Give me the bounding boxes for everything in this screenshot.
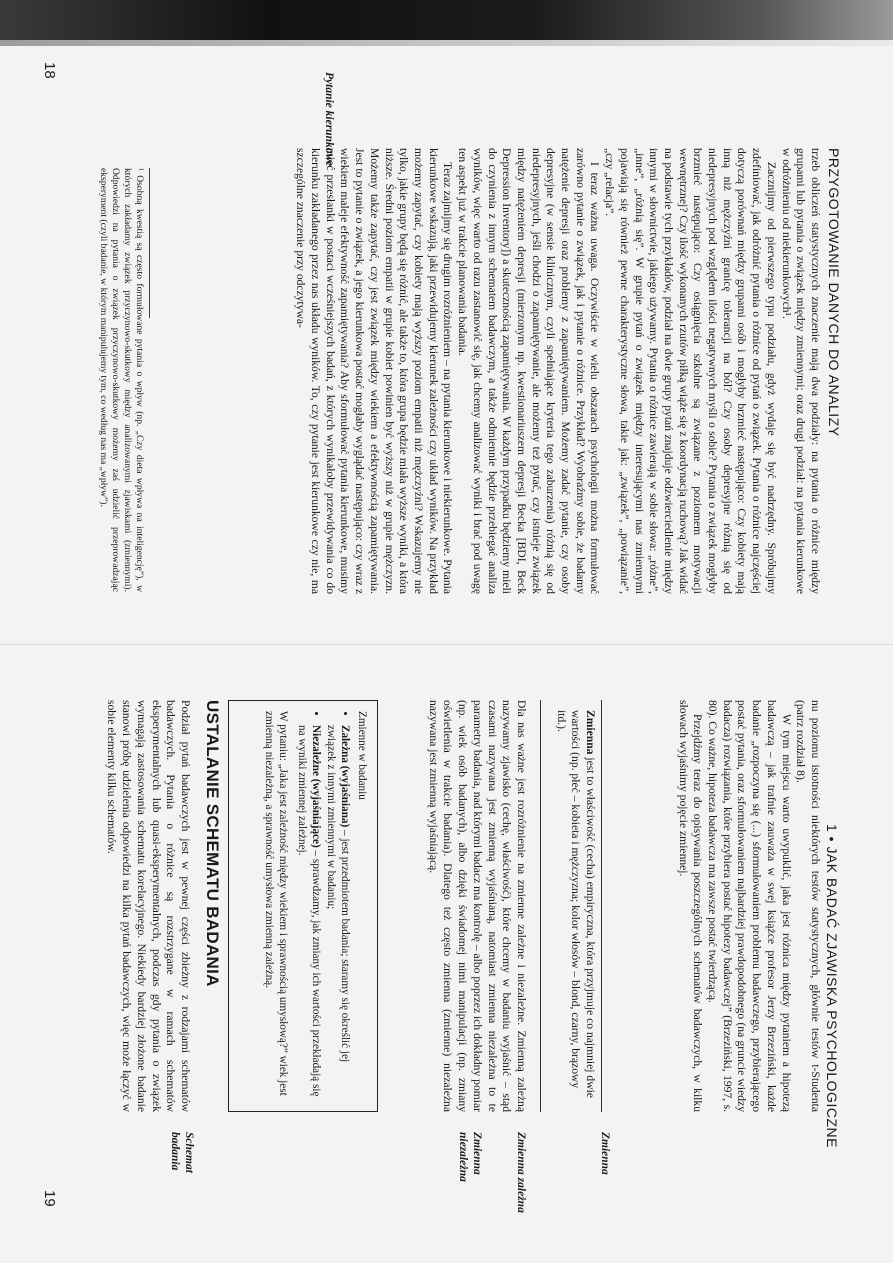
list-item	[324, 725, 353, 1101]
definition-box-zmienna	[540, 700, 602, 1112]
running-header-right: 1 • JAK BADAĆ ZJAWISKA PSYCHOLOGICZNE	[824, 824, 840, 1148]
info-box-title: Zmienne w badaniu	[356, 711, 368, 800]
margin-note-pytanie-kierunkowe: Pytanie kierunkowe	[323, 72, 335, 167]
list-item-term: Niezależne (wyjaśniające)	[310, 725, 323, 848]
scan-edge-shadow	[0, 0, 893, 40]
list-item-term: Zależna (wyjaśniana)	[339, 725, 352, 828]
definition-text: jest to właściwość (cecha) empiryczna, która przyjmuje co najmniej dwie wartości (np. płeć – kobieta i mężczyzna; kolor włosów – blond, czarny, brązowy itd.).	[554, 710, 597, 1098]
margin-note-zmienna: Zmienna	[599, 1132, 611, 1175]
info-box-list	[295, 711, 353, 1101]
paragraph: W tym miejscu warto uwypuklić, jaka jest różnica między pytaniem a hipotezą badawczą – jak trafnie zauważa w swej książce profesor Jerzy Brzeziński, każde badanie „rozpoczyna się (...) sformułowaniem problemu badawczego, przybierającego postać pytania, oraz sformułowaniem najbardziej prawdopodobnego (na gruncie wiedzy badacza) rozwiązania, które przybiera postać hipotezy badawczej” (Brzeziński, 1997, s. 80). Co ważne, hipoteza badawcza ma zawsze postać twierdzącą.	[706, 700, 793, 1112]
paragraph: Przejdźmy teraz do opisywania poszczególnych schematów badawczych, w kilku słowach wyjaśnimy pojęcie zmiennej.	[676, 700, 705, 1112]
body-text-right-bottom	[72, 700, 192, 1112]
body-text-right-top	[622, 700, 822, 1112]
footnote: ¹ Osobną kwestią są często formułowane pytania o wpływ (np. „Czy dieta wpływa na inteligencję”), w których zakładamy związek przyczynowo-skutkowy między analizowanymi zjawiskami (zmiennymi). Odpowiedzi na pytania o związek przyczynowo-skutkowy możemy zaś udzielić przeprowadzając eksperyment (czyli badanie, w którym manipulujemy tym, co według nas ma „wpływ”).	[98, 168, 145, 592]
body-text-left	[154, 148, 822, 594]
running-header-left: PRZYGOTOWANIE DANYCH DO ANALIZY	[826, 148, 842, 437]
margin-note-schemat-badania: Schemat badania	[169, 1132, 195, 1173]
paragraph: trzeb obliczeń statystycznych znaczenie mają dwa podziały: na pytania o różnice między grupami lub pytania o związek między zmiennymi; oraz drugi podział: na pytania kierunkowe w odróżnieniu od niekierunkowych¹.	[779, 148, 822, 594]
list-item-text: – sprawdzamy, jak zmiany ich wartości przekładają się na wyniki zmiennej zależnej.	[296, 725, 323, 1097]
body-text-right-middle	[398, 700, 528, 1112]
page-number-right: 19	[41, 1190, 58, 1207]
info-box-zmienne	[228, 700, 378, 1112]
definition-term: Zmienna	[584, 710, 597, 755]
footnote-rule	[149, 168, 150, 318]
paragraph: Zacznijmy od pierwszego typu podziału, gdyż wydaje się być nadrzędny. Spróbujmy zdefiniować, jak odróżnić pytania o różnice od pytań o związek. Pytania o różnice najczęściej dotyczą porównań między grupami osób i mogłyby brzmieć następująco: Czy kobiety mają inną niż mężczyźni granicę tolerancji na ból? Czy osoby depresyjne różnią się od niedepresyjnych pod względem ilości negatywnych myśli o sobie? Pytania o związek mogłyby brzmieć następująco: Czy osiągnięcia szkolne są związane z poziomem motywacji wewnętrznej? Czy ilość wykonanych rzutów piłką wiąże się z koordynacją ruchową? Jak widać na podstawie tych przykładów, podział na dwie grupy pytań znajduje odzwierciedlenie między innymi w słownictwie, jakiego używamy. Pytania o różnice zawierają w sobie słowa: „różne”, „inne”, „różnią się”. W grupie pytań o związek między interesującymi nas zmiennymi pojawiają się również pewne charakterystyczne słowa, takie jak: „związek”, „powiązanie”, „czy „relacja”.	[603, 148, 778, 594]
list-item-text: – jest przedmiotem badania; staramy się określić jej związek z innymi zmiennymi w badaniu;	[325, 725, 352, 1063]
margin-note-zmienna-zalezna: Zmienna zależna	[515, 1132, 527, 1213]
paragraph: Teraz zajmijmy się drugim rozróżnieniem – na pytania kierunkowe i niekierunkowe. Pytania kierunkowe wskazują, jaki przewidujemy kierunek zależności czy układ wyników. Na przykład możemy zapytać, czy kobiety mają wyższy poziom empatii niż mężczyźni? Wskazujemy nie tylko, jakie grupy będą się różnić, ale także to, która grupa będzie miała wyższe wyniki, a która niższe. Średni poziom empatii w grupie kobiet powinien być wyższy niż w grupie mężczyzn. Możemy także zapytać, czy jest związek między wiekiem a efektywnością zapamiętywania. Jest to pytanie o związek, a jego kierunkowa postać mogłaby wyglądać następująco: czy wraz z wiekiem maleje efektywność zapamiętywania? Aby sformułować pytania kierunkowe, musimy mieć przesłanki w postaci wcześniejszych badań, z których wynikałoby przewidywania co do kierunku zakładanego przez nas układu wyników. To, czy pytanie jest kierunkowe czy nie, ma szczególne znaczenie przy odczytywa-	[294, 148, 455, 594]
scan-edge-shadow-light	[0, 40, 893, 46]
margin-note-zmienna-niezalezna: Zmienna niezależna	[457, 1132, 483, 1182]
paragraph: Podział pytań badawczych jest w pewnej części zbieżny z rodzajami schematów badawczych. Pytania o różnice są rozstrzygane w ramach schematów eksperymentalnych lub quasi-eksperymentalnych, podczas gdy pytania o związek wymagają zastosowania schematu korelacyjnego. Niekiedy bardziej złożone badanie stanowi próbę udzielenia odpowiedzi na kilka pytań badawczych, więc może łączyć w sobie elementy kilku schematów.	[105, 700, 192, 1112]
paragraph: Dla nas ważne jest rozróżnienie na zmienne zależne i niezależne. Zmienną zależną nazywamy zjawisko (cechę, właściwość), które chcemy w badaniu wyjaśnić – stąd czasami nazywana jest zmienną wyjaśnianą, natomiast zmienna niezależna to te parametry badania, nad którymi badacz ma kontrolę – albo poprzez ich dokładny pomiar (np. wiek osób badanych), albo dzięki świadomej nimi manipulacji (np. zmiany oświetlenia w trakcie badania). Dlatego też często zmienna (zmienne) niezależna nazywana jest zmienną wyjaśniającą.	[426, 700, 528, 1112]
paragraph: I teraz ważna uwaga. Oczywiście w wielu obszarach psychologii można formułować zarówno pytanie o związek, jak i pytanie o różnice. Przykład? Wyobraźmy sobie, że badamy natężenie depresji oraz problemy z zapamiętywaniem. Możemy zadać pytanie, czy osoby depresyjne (w sensie klinicznym, czyli spełniające kryteria tego zaburzenia) różnią się od niedepresyjnych, jeśli chodzi o zapamiętywanie, ale możemy też pytać, czy istnieje związek między natężeniem depresji (mierzonym np. kwestionariuszem depresji Becka [BDI, Beck Depression Inventory]) a skutecznością zapamiętywania. W każdym przypadku będziemy mieli do czynienia z innym schematem badawczym, a także odmiennie będzie przebiegać analiza wyników, więc warto od razu zastanowić się, jak chcemy analizować wyniki i brać pod uwagę ten aspekt już w trakcie planowania badania.	[456, 148, 602, 594]
section-title-schemat: USTALANIE SCHEMATU BADANIA	[203, 700, 222, 987]
footnote-area	[94, 168, 150, 592]
page-fold-line	[0, 644, 893, 645]
info-box-example: W pytaniu: „Jaka jest zależność między wiekiem i sprawnością umysłową?” wiek jest zmienną niezależną, a sprawność umysłowa zmienną zależną.	[263, 711, 290, 1096]
list-item	[295, 725, 324, 1101]
paragraph: nu poziomu istotności niektórych testów statystycznych, głównie testów t-Studenta (patrz rozdział 8).	[794, 700, 822, 1112]
page-number-left: 18	[41, 62, 58, 79]
